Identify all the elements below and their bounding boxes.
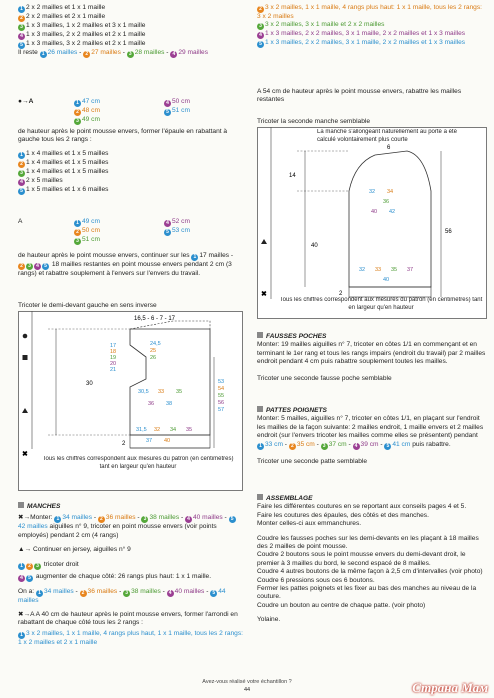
watermark-logo: Страна Мам (412, 679, 488, 695)
bottom-dim-2: 32 (154, 427, 161, 433)
diagram-caption: Tous les chiffres correspondent aux mesures du patron (en centimètres) tant en largeur qu'en hauteur (42, 456, 234, 470)
text-line: 2 x 2 mailles et 1 x 1 maille (26, 4, 106, 11)
size-value: 52 cm (172, 218, 190, 225)
size-1-badge: 1 (18, 6, 25, 13)
waist-dim-2: 33 (158, 389, 165, 395)
side-dim-4: 56 (218, 400, 225, 406)
side-dim-1: 53 (218, 379, 225, 385)
text-line: 1 x 4 mailles et 1 x 5 mailles (26, 159, 109, 166)
bottom-dim-1: 31,5 (136, 427, 147, 433)
waist-dim-5: 38 (166, 401, 173, 407)
upper-dim-4: 40 (371, 209, 378, 215)
text-line: 1 x 3 mailles, 3 x 2 mailles et 2 x 1 maille (26, 40, 146, 47)
size-value: 47 cm (82, 98, 100, 105)
mid-dim-2: 25 (150, 348, 157, 354)
section-bullet (257, 332, 263, 338)
poignets-section: PATTES POIGNETS Monter: 5 mailles, aiguilles n° 7, tricoter en côtes 1/1, en plaçant sur l'endroit les mailles de la façon suivante: 2 mailles endroit, 1 maille envers et 2 mailles endroit (sur l'envers tricoter les mailles comme elles se présentent) pendant 1 33 cm - 2 35 cm - 3 37 cm - 4 39 cm - 5 41 cm puis rabattre. Tricoter une seconde patte semblable (257, 407, 484, 465)
top-dims: 16,5 - 6 - 7 - 17 (134, 316, 176, 322)
text-line: 2 x 2 mailles et 2 x 1 maille (26, 13, 106, 20)
size-4-badge: 4 (18, 33, 25, 40)
text-line: 1 x 3 mailles, 2 x 2 mailles et 2 x 1 maille (26, 31, 146, 38)
manches-title: MANCHES (27, 503, 61, 510)
jersey-line: Continuer en jersey, aiguilles n° 9 (32, 546, 131, 554)
size-5-badge: 5 (18, 42, 25, 49)
size-value: 49 cm (82, 218, 100, 225)
lower-dim-2: 33 (375, 267, 382, 273)
manches-section: MANCHES ✖→Monter: 1 34 mailles - 2 36 mailles - 3 38 mailles - 4 40 mailles - 542 mailles aiguilles n° 9, tricoter en point mousse envers (voir points employés) pendant 2 cm (4 rangs) ▲→ Continuer en jersey, aiguilles n° 9 1 2 3 tricoter droit 4 5 augmenter de chaque côté: 26 rangs plus haut: 1 x 1 maille. On a: 1 34 mailles - 2 36 mailles - 3 38 mailles - 4 40 mailles - 5 44 mailles ✖→A A 40 cm de hauteur après le point mousse envers, former l'arrondi en rabattant de chaque côté tous les 2 rangs : 1 3 x 2 mailles, 1 x 1 maille, 4 rangs plus haut, 1 x 1 maille, tous les 2 rangs: 1 x 2 mailles et 2 x 1 maille (18, 503, 243, 646)
section-bullet (257, 494, 263, 500)
tricoter-demi-devant: Tricoter le demi-devant gauche en sens inverse (18, 302, 157, 309)
size-value: 48 cm (82, 107, 100, 114)
bottom-dim-3: 34 (170, 427, 177, 433)
size-value: 50 cm (82, 227, 100, 234)
waist-dim-4: 36 (148, 401, 155, 407)
symbol-a1: ●→A (18, 98, 34, 105)
bottom-dim-4: 35 (186, 427, 193, 433)
size-value: 53 cm (172, 227, 190, 234)
front-pattern-svg (18, 311, 243, 491)
poignets-title: PATTES POIGNETS (266, 407, 327, 414)
height-dim: 30 (86, 381, 93, 387)
waist-dim-1: 30,5 (138, 389, 149, 395)
tricoter-manche: Tricoter la seconde manche semblable (257, 118, 371, 125)
sleeve-height: 40 (311, 243, 318, 249)
side-dim-5: 57 (218, 407, 225, 413)
text-line: 1 x 5 mailles et 1 x 6 mailles (26, 186, 109, 193)
poches-section: FAUSSES POCHES Monter: 19 mailles aiguilles n° 7, tricoter en côtes 1/1 en commençant et en terminant le 1er rang et tous les rangs impairs (endroit du travail) par 2 mailles endroit pendant 4 cm puis rabattre souplement toutes les mailles. Tricoter une seconde fausse poche semblable (257, 333, 486, 382)
sleeve-caption: Tous les chiffres correspondent aux mesures du patron (en centimètres) tant en largeur qu'en hauteur (279, 297, 483, 311)
mid-dim-3: 26 (150, 355, 157, 361)
svg-text:✖: ✖ (261, 291, 267, 298)
size-2-badge: 2 (18, 15, 25, 22)
sleeve-pattern-diagram (257, 127, 487, 319)
text-line: 1 x 3 mailles, 1 x 2 mailles et 3 x 1 maille (26, 22, 146, 29)
sleeve-two: 2 (339, 291, 343, 297)
symbol-a2: A (18, 218, 23, 225)
size-value: 51 cm (172, 107, 190, 114)
left-dim-4: 20 (110, 361, 117, 367)
front-pattern-diagram (18, 311, 243, 491)
waist-dim-3: 35 (176, 389, 183, 395)
lower-dim-1: 32 (359, 267, 366, 273)
upper-dim-1: 32 (369, 189, 376, 195)
section-bullet (257, 406, 263, 412)
sleeve-top-left: 14 (289, 173, 296, 179)
left-dim-3: 19 (110, 355, 117, 361)
side-dim-3: 55 (218, 393, 225, 399)
bottom-dim-5: 37 (146, 438, 153, 444)
size-value: 49 cm (82, 116, 100, 123)
size-3-badge: 3 (18, 24, 25, 31)
sleeve-height-right: 56 (445, 229, 452, 235)
text-line: 1 x 4 mailles et 1 x 5 mailles (26, 150, 109, 157)
text-line: 3 x 2 mailles, 1 x 1 maille, 4 rangs plus haut: 1 x 1 maille, tous les 2 rangs: 3 x 2 mailles (257, 4, 482, 20)
bottom-dim-6: 40 (164, 438, 171, 444)
shoulder-paragraph: de hauteur après le point mousse envers, former l'épaule en rabattant à gauche tous les 2 rangs : (18, 128, 228, 144)
side-dim-2: 54 (218, 386, 225, 392)
left-dim-2: 18 (110, 349, 117, 355)
lower-dim-3: 35 (391, 267, 398, 273)
upper-dim-2: 34 (387, 189, 394, 195)
text-line: 1 x 3 mailles, 2 x 2 mailles, 3 x 1 maille, 2 x 2 mailles et 1 x 3 mailles (265, 30, 466, 38)
lower-dim-4: 37 (407, 267, 414, 273)
page-number: 44 (243, 687, 251, 693)
svg-text:✖: ✖ (22, 451, 28, 458)
upper-dim-3: 36 (383, 199, 390, 205)
sleeve-note: La manche s'allongeant naturellement au porté a été calculé volontairement plus courte (317, 129, 457, 143)
para-54: A 54 cm de hauteur après le point mousse envers, rabattre les mailles restantes (257, 88, 462, 104)
reste-line: Il reste 1 26 mailles - 2 27 mailles - 3 28 mailles - 4 29 mailles (18, 49, 209, 57)
sleeve-top: 6 (387, 145, 391, 151)
size-value: 51 cm (82, 236, 100, 243)
two-dim: 2 (122, 441, 126, 447)
text-line: 1 x 4 mailles et 1 x 5 mailles (26, 168, 109, 175)
left-dim-5: 21 (110, 367, 117, 373)
mid-dim-1: 24,5 (150, 341, 161, 347)
size-value: 50 cm (172, 98, 190, 105)
assemblage-section: ASSEMBLAGE Faire les différentes coutures en se reportant aux conseils pages 4 et 5. Faire les coutures des épaules, des côtés et des manches. Monter celles-ci aux emmanchures. Coudre les fausses poches sur les demi-devants en les plaçant à 18 mailles des 2 mailles de point mousse. Coudre 2 boutons sous le point mousse envers du demi-devant droit, le premier à 3 mailles du bord, le second espacé de 8 mailles. Coudre 4 autres boutons de la même façon à 2,5 cm d'intervalles (voir photo) Coudre 6 pressions sous ces 6 boutons. Fermer les pattes poignets et les fixer au bas des manches au niveau de la couture. Coudre un bouton au centre de chaque patte. (voir photo) Yolaine. (257, 495, 483, 624)
continue-paragraph: de hauteur après le point mousse envers, continuer sur les 1 17 mailles - 2 3 4 5 18 mailles restantes en point mousse envers pendant 2 cm (3 rangs) et rabattre souplement à l'envers sur l'envers du travail. (18, 252, 234, 277)
text-line: 1 x 3 mailles, 2 x 2 mailles, 3 x 1 maille, 2 x 2 mailles et 1 x 3 mailles (265, 39, 466, 47)
footer-question: Avez-vous réalisé votre échantillon ? (202, 679, 292, 685)
left-dim-1: 17 (110, 343, 117, 349)
upper-dim-5: 42 (389, 209, 396, 215)
poches-title: FAUSSES POCHES (266, 333, 327, 340)
section-bullet (18, 502, 24, 508)
text-line: 2 x 5 mailles (26, 177, 63, 184)
lower-dim-5: 40 (383, 277, 390, 283)
sleeve-pattern-svg (257, 127, 487, 319)
text-line: 3 x 2 mailles, 3 x 1 maille et 2 x 2 mailles (265, 21, 385, 29)
assemblage-title: ASSEMBLAGE (266, 495, 313, 502)
